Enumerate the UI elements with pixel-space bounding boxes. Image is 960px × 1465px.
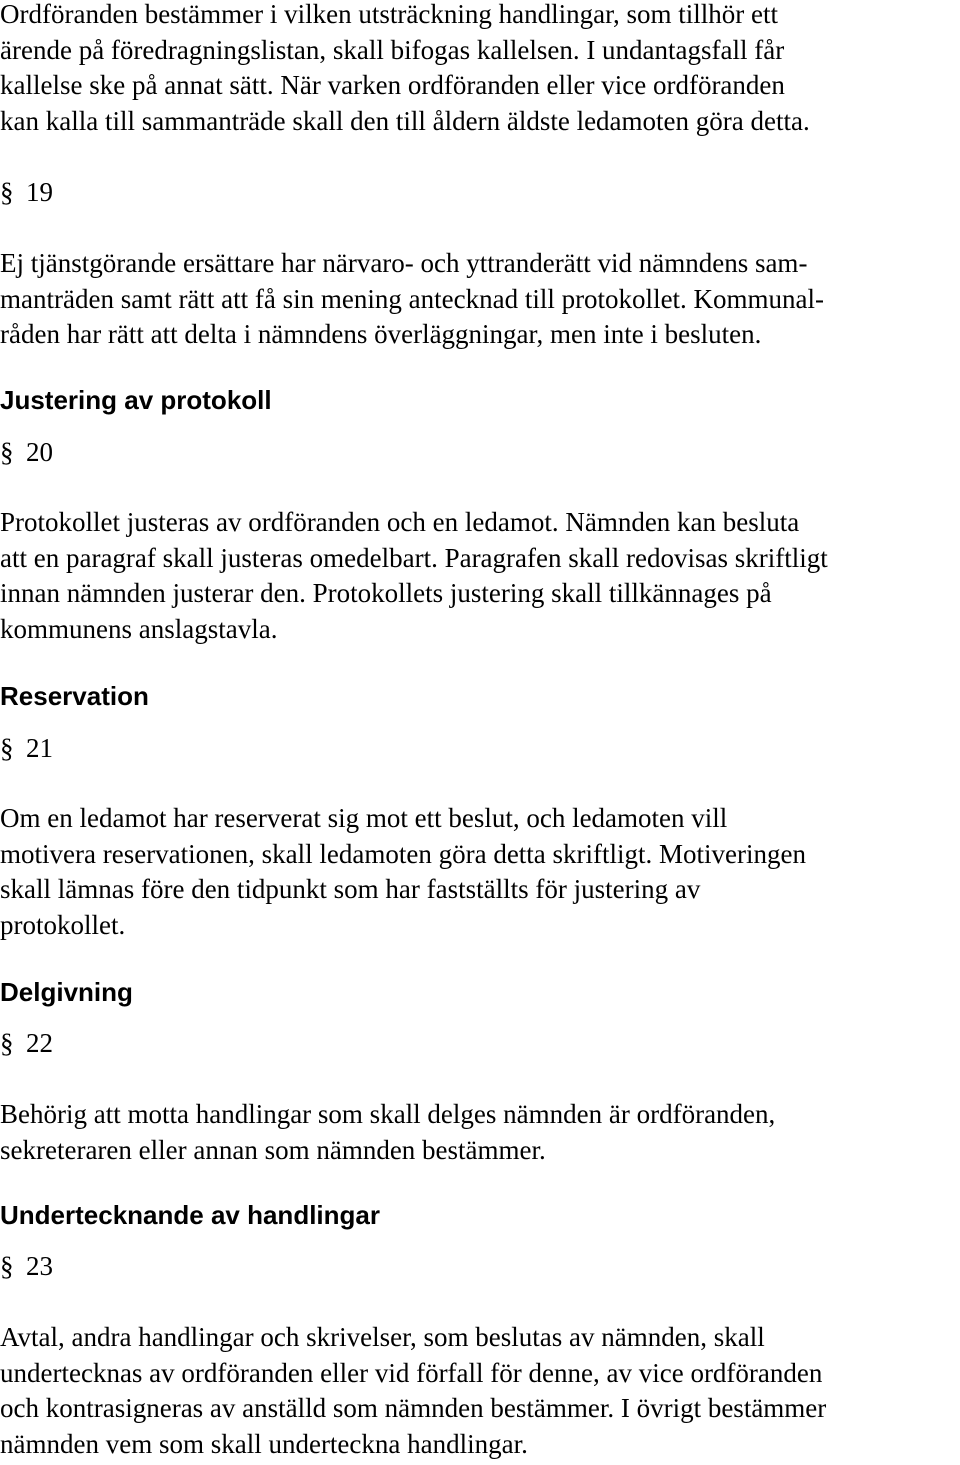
section-21-number [0, 730, 53, 766]
paragraph-line: råden har rätt att delta i nämndens överläggningar, men inte i besluten. [0, 319, 762, 350]
paragraph-line: skall lämnas före den tidpunkt som har fastställts för justering av [0, 874, 701, 905]
paragraph-line: nämnden vem som skall underteckna handlingar. [0, 1428, 528, 1459]
intro-line: kan kalla till sammanträde skall den till åldern äldste ledamoten göra detta. [0, 105, 810, 136]
section-symbol: § [0, 733, 14, 763]
paragraph-line: sekreteraren eller annan som nämnden bestämmer. [0, 1134, 546, 1165]
section-21-paragraph [0, 801, 806, 943]
section-symbol: § [0, 1028, 14, 1058]
section-number: 23 [26, 1251, 53, 1281]
section-21-heading: Reservation [0, 681, 149, 711]
section-number: 22 [26, 1028, 53, 1058]
section-22-paragraph [0, 1097, 775, 1168]
intro-paragraph [0, 0, 810, 139]
section-symbol: § [0, 177, 14, 207]
section-19-number [0, 174, 53, 210]
section-number: 21 [26, 733, 53, 763]
paragraph-line: innan nämnden justerar den. Protokollets justering skall tillkännages på [0, 578, 772, 609]
intro-line: Ordföranden bestämmer i vilken utsträckning handlingar, som tillhör ett [0, 0, 778, 29]
section-22-number [0, 1025, 53, 1061]
paragraph-line: kommunens anslagstavla. [0, 613, 278, 644]
section-symbol: § [0, 1251, 14, 1281]
intro-line: ärende på föredragningslistan, skall bifogas kallelsen. I undantagsfall får [0, 34, 785, 65]
paragraph-line: Avtal, andra handlingar och skrivelser, som beslutas av nämnden, skall [0, 1322, 765, 1352]
section-23-paragraph [0, 1320, 826, 1462]
paragraph-line: och kontrasigneras av anställd som nämnden bestämmer. I övrigt bestämmer [0, 1393, 827, 1424]
section-number: 19 [26, 177, 53, 207]
paragraph-line: Ej tjänstgörande ersättare har närvaro- och yttranderätt vid nämndens sam- [0, 248, 808, 278]
section-20-heading: Justering av protokoll [0, 385, 272, 415]
intro-line: kallelse ske på annat sätt. När varken ordföranden eller vice ordföranden [0, 70, 785, 101]
section-23-number [0, 1248, 53, 1284]
section-22-heading: Delgivning [0, 977, 133, 1007]
section-symbol: § [0, 437, 14, 467]
paragraph-line: manträden samt rätt att få sin mening antecknad till protokollet. Kommunal- [0, 283, 825, 314]
section-19-paragraph [0, 246, 824, 353]
paragraph-line: protokollet. [0, 909, 126, 940]
paragraph-line: motivera reservationen, skall ledamoten göra detta skriftligt. Motiveringen [0, 838, 807, 869]
paragraph-line: undertecknas av ordföranden eller vid förfall för denne, av vice ordföranden [0, 1357, 823, 1388]
paragraph-line: Protokollet justeras av ordföranden och en ledamot. Nämnden kan besluta [0, 507, 800, 537]
section-20-paragraph [0, 505, 828, 647]
section-20-number [0, 434, 53, 470]
paragraph-line: att en paragraf skall justeras omedelbart. Paragrafen skall redovisas skriftligt [0, 542, 828, 573]
paragraph-line: Om en ledamot har reserverat sig mot ett beslut, och ledamoten vill [0, 803, 728, 833]
paragraph-line: Behörig att motta handlingar som skall delges nämnden är ordföranden, [0, 1099, 776, 1129]
section-number: 20 [26, 437, 53, 467]
section-23-heading: Undertecknande av handlingar [0, 1200, 380, 1230]
